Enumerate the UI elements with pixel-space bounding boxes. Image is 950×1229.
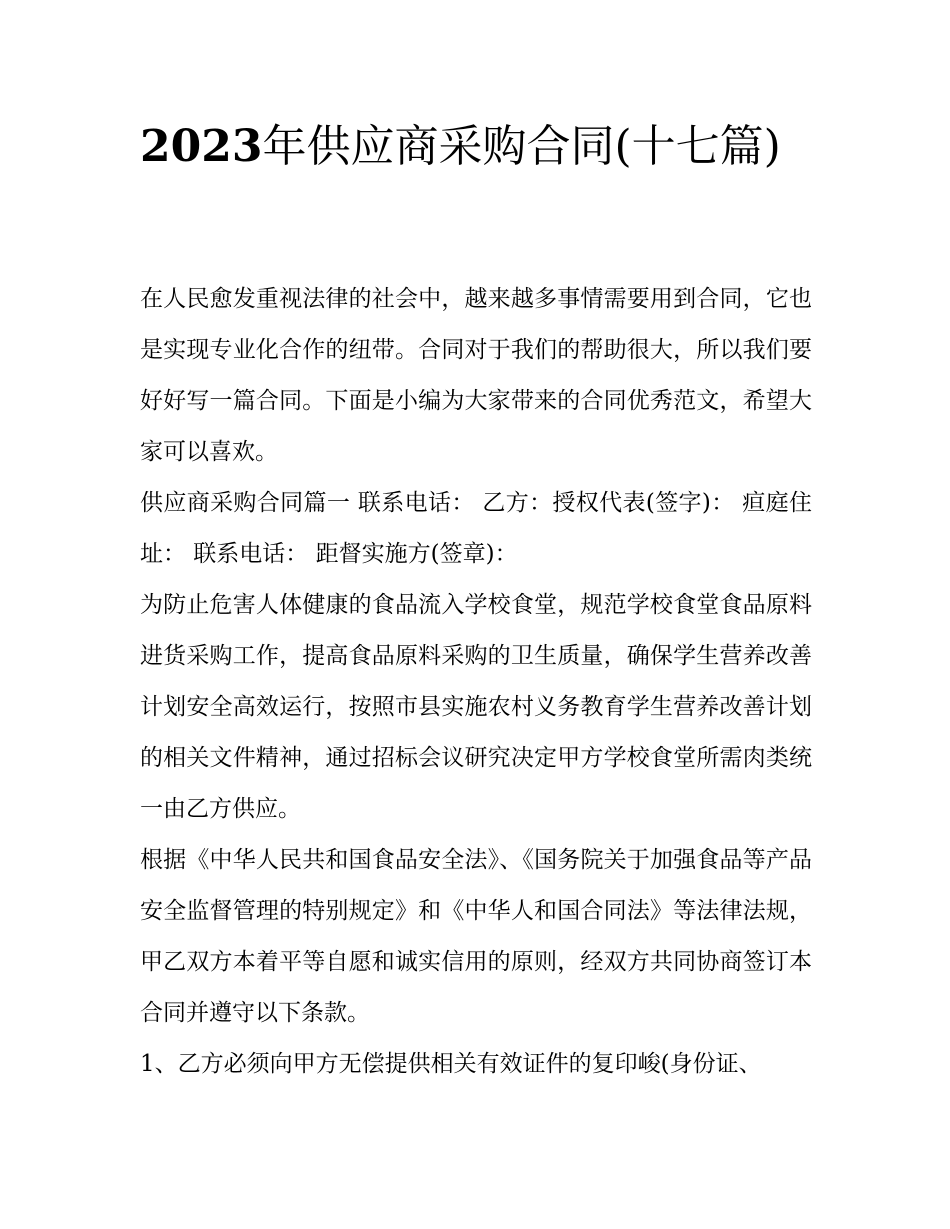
purpose-paragraph: 为防止危害人体健康的食品流入学校食堂，规范学校食堂食品原料进货采购工作，提高食品原料采购的卫生质量，确保学生营养改善计划安全高效运行，按照市县实施农村义务教育学生营养改善计划的相关文件精神，通过招标会议研究决定甲方学校食堂所需肉类统一由乙方供应。 [140,592,812,822]
clause-1-paragraph: 1、乙方必须向甲方无偿提供相关有效证件的复印峻(身份证、 [140,1051,762,1077]
title-text: 年供应商采购合同(十七篇) [262,121,781,172]
legal-basis-paragraph: 根据《中华人民共和国食品安全法》、《国务院关于加强食品等产品安全监督管理的特别规定》和《中华人和国合同法》等法律法规，甲乙双方本着平等自愿和诚实信用的原则，经双方共同协商签订本合同并遵守以下条款。 [140,847,812,1026]
document-title [140,108,820,186]
contract-parties-paragraph: 供应商采购合同篇一 联系电话： 乙方：授权代表(签字)： 疸庭住址： 联系电话： 距督实施方(签章)： [140,490,812,567]
document-body [140,274,812,1090]
title-year: 2023 [140,121,263,172]
intro-paragraph: 在人民愈发重视法律的社会中，越来越多事情需要用到合同，它也是实现专业化合作的纽带。合同对于我们的帮助很大，所以我们要好好写一篇合同。下面是小编为大家带来的合同优秀范文，希望大家可以喜欢。 [140,286,812,465]
